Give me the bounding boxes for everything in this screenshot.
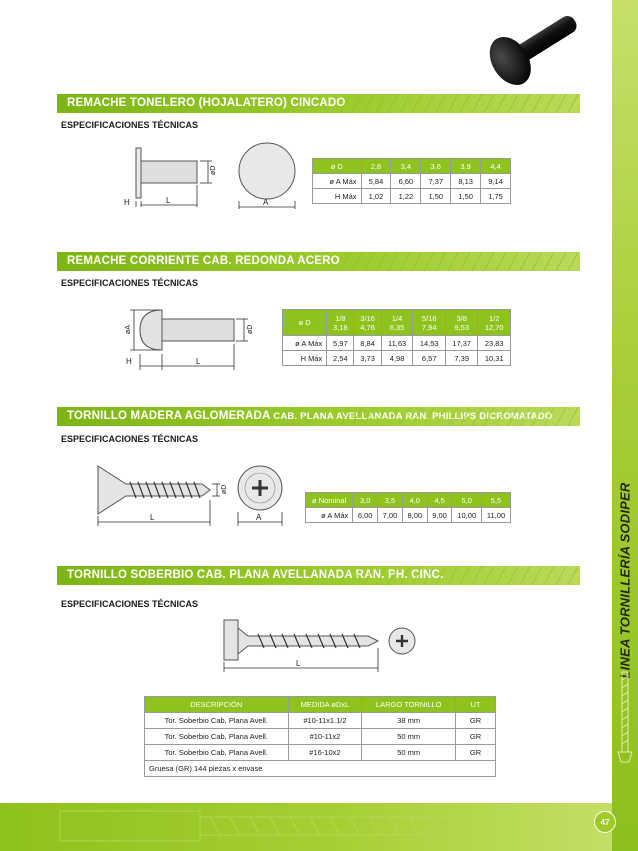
dim-h: H xyxy=(124,198,130,207)
hatch-decoration xyxy=(340,566,580,585)
table-cell: 4,98 xyxy=(381,351,413,366)
side-label-text: LINEA TORNILLERÍA SODIPER xyxy=(617,482,633,678)
hatch-decoration xyxy=(340,94,580,113)
table-cell: 6,60 xyxy=(391,174,421,189)
row-label: ø A Máx xyxy=(283,336,327,351)
screw-icon xyxy=(617,670,633,780)
header-mm: 3,18 xyxy=(333,322,348,332)
table-cell: 1,02 xyxy=(361,189,391,204)
header-label: ø D xyxy=(313,159,362,174)
header-cell xyxy=(381,310,413,336)
dim-d: øD xyxy=(247,324,254,334)
spec-table-remache-corriente xyxy=(282,309,511,366)
table-cell: 11,00 xyxy=(482,508,511,523)
hatch-decoration xyxy=(340,407,580,426)
header-cell: 2,8 xyxy=(361,159,391,174)
row-label: H Máx xyxy=(283,351,327,366)
dim-a: øA xyxy=(125,325,132,334)
table-footer-row xyxy=(145,761,496,777)
table-cell: 5,84 xyxy=(361,174,391,189)
section-header-remache-tonelero xyxy=(57,94,580,113)
header-cell: 3,9 xyxy=(451,159,481,174)
table-cell: 6,57 xyxy=(413,351,445,366)
table-cell: 7,37 xyxy=(421,174,451,189)
table-cell: 50 mm xyxy=(362,729,456,745)
header-cell: 5,0 xyxy=(452,493,482,508)
table-cell: 9,14 xyxy=(481,174,511,189)
header-label: ø D xyxy=(283,310,327,336)
header-cell: 4,0 xyxy=(402,493,427,508)
table-cell: #10-11x1.1/2 xyxy=(288,713,362,729)
table-footer: Gruesa (GR) 144 piezas x envase xyxy=(145,761,496,777)
side-label xyxy=(616,482,634,678)
header-mm: 6,35 xyxy=(389,322,405,332)
row-label: ø A Máx xyxy=(313,174,362,189)
spec-label: ESPECIFICACIONES TÉCNICAS xyxy=(61,278,199,288)
table-cell: #16-10x2 xyxy=(288,745,362,761)
section-subtitle: CAB. PLANA AVELLANADA RAN. PHILLIPS DICROMATADO xyxy=(270,411,553,422)
header-cell: 3,4 xyxy=(391,159,421,174)
page-number: 47 xyxy=(594,811,616,833)
table-cell: 7,00 xyxy=(378,508,403,523)
header-mm: 12,70 xyxy=(484,322,504,332)
dim-d: øD xyxy=(210,165,217,175)
table-cell: 10,00 xyxy=(452,508,482,523)
table-cell: #10-11x2 xyxy=(288,729,362,745)
diagram-remache-corriente xyxy=(122,304,272,374)
table-cell: 8,13 xyxy=(451,174,481,189)
header-cell: 5,5 xyxy=(482,493,511,508)
rivet-photo xyxy=(470,6,590,96)
table-cell: 1,22 xyxy=(391,189,421,204)
bottom-screw-decoration xyxy=(0,803,612,851)
section-header-remache-corriente xyxy=(57,252,580,271)
bottom-band xyxy=(0,803,612,851)
diagram-tornillo-madera xyxy=(92,460,292,530)
table-cell: 2,54 xyxy=(327,351,354,366)
section-title: REMACHE TONELERO (HOJALATERO) CINCADO xyxy=(67,97,346,109)
header-cell: MEDIDA øDxL xyxy=(288,697,362,713)
table-cell: 50 mm xyxy=(362,745,456,761)
table-cell: GR xyxy=(456,745,496,761)
table-cell: 9,00 xyxy=(427,508,452,523)
header-fraction: 5/16 xyxy=(421,313,437,323)
table-cell: 1,75 xyxy=(481,189,511,204)
header-cell xyxy=(413,310,445,336)
header-cell: 4,5 xyxy=(427,493,452,508)
table-cell: 8,84 xyxy=(354,336,381,351)
header-cell: 3,6 xyxy=(421,159,451,174)
section-title-main: TORNILLO MADERA AGLOMERADA xyxy=(67,410,271,422)
spec-table-tornillo-madera xyxy=(305,492,511,523)
header-mm: 4,76 xyxy=(360,322,375,332)
row-label: ø A Máx xyxy=(306,508,353,523)
section-header-tornillo-madera xyxy=(57,407,580,426)
table-cell: 23,83 xyxy=(478,336,511,351)
table-cell: 8,00 xyxy=(402,508,427,523)
table-cell: 38 mm xyxy=(362,713,456,729)
dim-h: H xyxy=(126,357,132,366)
section-title: TORNILLO SOBERBIO CAB. PLANA AVELLANADA RAN. PH. CINC. xyxy=(67,569,444,581)
header-fraction: 3/16 xyxy=(360,313,375,323)
row-label: H Máx xyxy=(313,189,362,204)
diagram-remache-tonelero xyxy=(122,141,307,211)
header-cell xyxy=(445,310,477,336)
dim-l: L xyxy=(196,357,201,366)
spec-label: ESPECIFICACIONES TÉCNICAS xyxy=(61,434,199,444)
table-cell: GR xyxy=(456,729,496,745)
table-row xyxy=(145,713,496,729)
description-table xyxy=(144,696,496,777)
header-label: ø Nominal xyxy=(306,493,353,508)
dim-d: øD xyxy=(221,484,228,494)
header-fraction: 3/8 xyxy=(456,313,467,323)
table-row xyxy=(145,745,496,761)
table-cell: 1,50 xyxy=(421,189,451,204)
table-cell: 11,63 xyxy=(381,336,413,351)
table-cell: Tor. Soberbio Cab, Plana Avell. xyxy=(145,713,289,729)
table-cell: 17,37 xyxy=(445,336,477,351)
header-cell: 4,4 xyxy=(481,159,511,174)
header-fraction: 1/2 xyxy=(489,313,500,323)
section-header-tornillo-soberbio xyxy=(57,566,580,585)
table-cell: 7,39 xyxy=(445,351,477,366)
header-cell: 3,5 xyxy=(378,493,403,508)
header-cell: UT xyxy=(456,697,496,713)
hatch-decoration xyxy=(340,252,580,271)
table-cell: 3,73 xyxy=(354,351,381,366)
table-cell: Tor. Soberbio Cab, Plana Avell. xyxy=(145,729,289,745)
header-fraction: 1/8 xyxy=(335,313,346,323)
table-cell: 1,50 xyxy=(451,189,481,204)
dim-l: L xyxy=(296,659,301,668)
header-cell: 3,0 xyxy=(353,493,378,508)
header-mm: 7,94 xyxy=(421,322,437,332)
diagram-tornillo-soberbio xyxy=(218,614,418,674)
table-row xyxy=(145,729,496,745)
header-cell: DESCRIPCIÓN xyxy=(145,697,289,713)
dim-a: A xyxy=(256,513,262,522)
table-cell: 14,53 xyxy=(413,336,445,351)
table-cell: 6,00 xyxy=(353,508,378,523)
header-fraction: 1/4 xyxy=(391,313,403,323)
table-cell: GR xyxy=(456,713,496,729)
header-cell xyxy=(354,310,381,336)
table-cell: 10,31 xyxy=(478,351,511,366)
section-title: REMACHE CORRIENTE CAB. REDONDA ACERO xyxy=(67,255,340,267)
dim-l: L xyxy=(150,513,155,522)
header-cell xyxy=(478,310,511,336)
table-cell: Tor. Soberbio Cab, Plana Avell. xyxy=(145,745,289,761)
spec-table-remache-tonelero xyxy=(312,158,511,204)
header-mm: 9,53 xyxy=(454,322,470,332)
spec-label: ESPECIFICACIONES TÉCNICAS xyxy=(61,599,199,609)
header-cell: LARGO TORNILLO xyxy=(362,697,456,713)
spec-label: ESPECIFICACIONES TÉCNICAS xyxy=(61,120,199,130)
table-cell: 5,97 xyxy=(327,336,354,351)
dim-a: A xyxy=(263,198,269,207)
dim-l: L xyxy=(166,196,171,205)
header-cell xyxy=(327,310,354,336)
